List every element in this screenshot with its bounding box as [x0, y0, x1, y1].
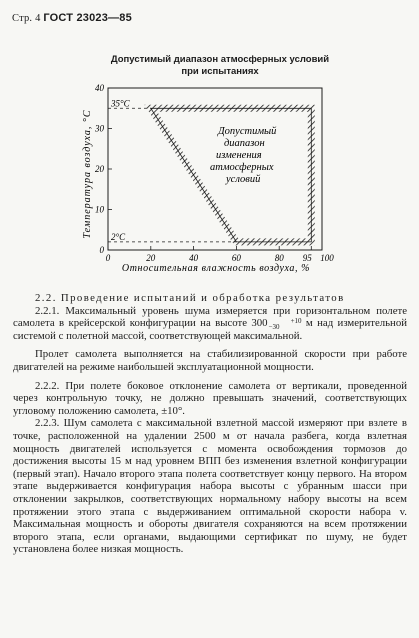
tolerance-down: −30 [268, 322, 280, 331]
plot-area [94, 83, 334, 263]
paragraph-2-2-2: 2.2.2. При полете боковое отклонение самолета от вертикали, проведенной через контрольную точку, не должно превышать значений, соответствующих угловому положению самолета, ±10°. [13, 379, 407, 417]
section-title: 2.2. Проведение испытаний и обработка результатов [35, 292, 345, 304]
annotation-35c: 35°C [111, 98, 130, 109]
y-tick-label: 10 [95, 204, 104, 215]
y-tick-label: 0 [99, 245, 104, 255]
standard-code: ГОСТ 23023—85 [43, 12, 132, 24]
annotation-2c: 2°C [111, 231, 126, 242]
y-tick-label: 20 [95, 164, 104, 174]
y-tick-label: 30 [95, 123, 104, 134]
tolerance-up: +10 [290, 316, 302, 325]
zone-label-line: Допустимый [218, 126, 277, 137]
x-axis-label: Относительная влажность воздуха, % [121, 263, 311, 274]
altitude-tolerance [269, 318, 302, 330]
paragraph-flyover: Пролет самолета выполняется на стабилизированной скорости при работе двигателей на режиме наибольшей эксплуатационной мощности. [13, 348, 407, 373]
figure-title-line2: при испытаниях [181, 66, 259, 77]
x-tick-label: 60 [231, 253, 241, 263]
humidity-temperature-chart [0, 0, 419, 290]
x-tick-label: 80 [274, 253, 284, 263]
p1-main: 2.2.1. Максимальный уровень шума измеряется при горизонтальном полете самолета в крейсерской конфигурации на высоте 300 [13, 304, 407, 330]
zone-label-line: диапазон [224, 138, 265, 149]
x-tick-label: 40 [189, 253, 199, 263]
zone-label-line: условий [226, 174, 261, 185]
y-axis-label: Температура воздуха, °C [82, 109, 93, 239]
x-tick-label: 95 [302, 253, 312, 263]
zone-label-line: атмосферных [210, 162, 274, 173]
figure-title-line1: Допустимый диапазон атмосферных условий [110, 54, 330, 65]
y-tick-label: 40 [95, 83, 104, 93]
paragraph-2-2-3: 2.2.3. Шум самолета с максимальной взлетной массой измеряют при взлете в точке, расположенной на удалении 2500 м от начала разбега, когда взлетная мощность двигателей используется с момента освобождения тормозов до достижения высоты 15 м над уровнем ВПП без изменения взлетной конфигурации (первый этап). Начало второго этапа полета соответствует концу первого. На втором этапе выдерживается конфигурация набора высоты с убранным шасси при отклонении закрылков, соответствующих нормальному набору высоты на всем протяжении этого этапа с выдерживанием оптимальной скорости набора v. Максимальная мощность и обороты двигателя сохраняются на всем протяжении второго этапа, если органами, выдающими сертификат по шуму, не будет установлена более низкая мощность. [13, 417, 407, 556]
page-number: Стр. 4 [12, 13, 41, 24]
document-body [13, 292, 407, 556]
paragraph-2-2-1 [13, 305, 407, 343]
zone-label-line: изменения [216, 150, 262, 161]
x-tick-label: 100 [320, 253, 334, 263]
p1-rest: м над измерительной системой с полетной массой, соответствующей максимальной. [13, 317, 408, 342]
x-tick-label: 20 [146, 253, 156, 263]
x-tick-label: 0 [105, 253, 111, 263]
